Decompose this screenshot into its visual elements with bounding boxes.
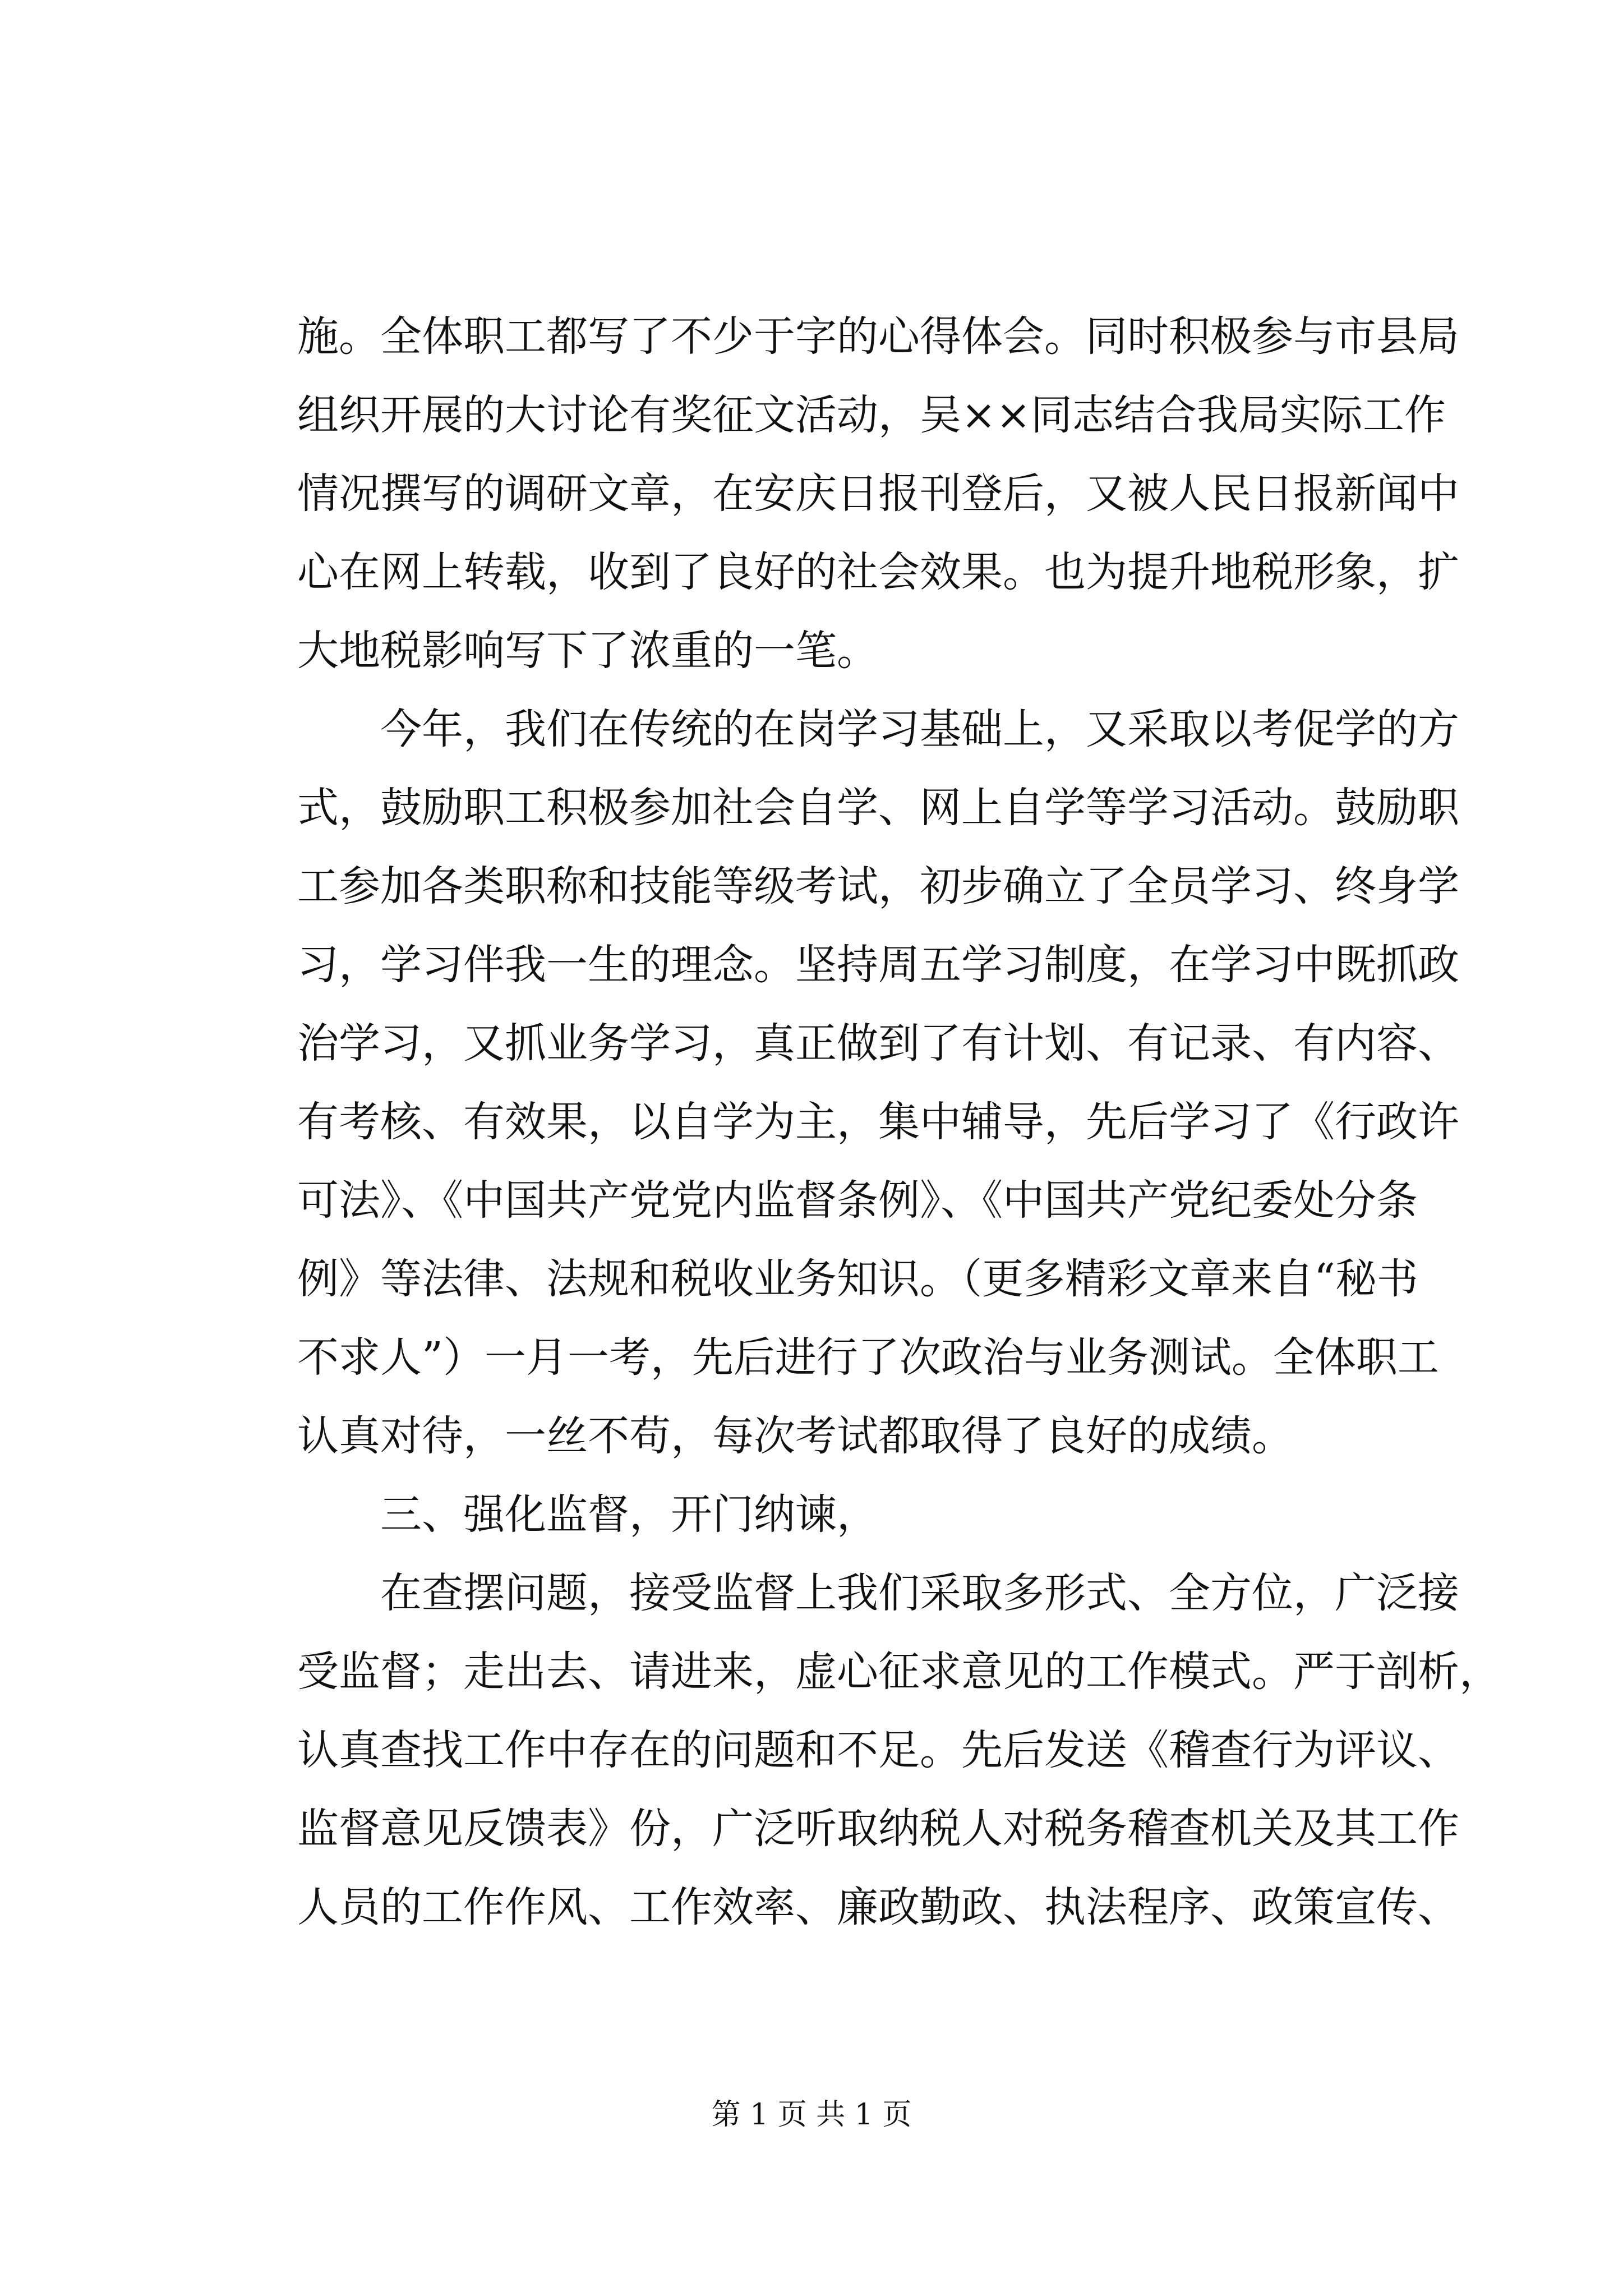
text-line: 认真查找工作中存在的问题和不足。先后发送《稽查行为评议、 [297, 1726, 1459, 1774]
text-line: 人员的工作作风、工作效率、廉政勤政、执法程序、政策宣传、 [297, 1883, 1459, 1931]
text-line: 工参加各类职称和技能等级考试，初步确立了全员学习、终身学 [297, 862, 1459, 910]
text-line: 式，鼓励职工积极参加社会自学、网上自学等学习活动。鼓励职 [297, 784, 1459, 832]
text-line: 例》等法律、法规和税收业务知识。（更多精彩文章来自“秘书 [297, 1255, 1418, 1303]
text-line: 大地税影响写下了浓重的一笔。 [297, 627, 878, 675]
document-body [297, 297, 1501, 1947]
text-line: 可法》、《中国共产党党内监督条例》、《中国共产党纪委处分条 [297, 1176, 1418, 1225]
paragraph-first-line: 今年，我们在传统的在岗学习基础上，又采取以考促学的方 [380, 705, 1459, 753]
text-line: 组织开展的大讨论有奖征文活动，吴××同志结合我局实际工作 [297, 391, 1446, 439]
text-line: 心在网上转载，收到了良好的社会效果。也为提升地税形象，扩 [297, 548, 1459, 596]
text-line: 习，学习伴我一生的理念。坚持周五学习制度，在学习中既抓政 [297, 941, 1459, 989]
page-number-footer: 第 1 页 共 1 页 [711, 2098, 912, 2132]
text-line: 情况撰写的调研文章，在安庆日报刊登后，又被人民日报新闻中 [297, 470, 1459, 518]
section-heading: 三、强化监督，开门纳谏， [380, 1490, 878, 1539]
paragraph-first-line: 在查摆问题，接受监督上我们采取多形式、全方位，广泛接 [380, 1569, 1459, 1617]
text-line: 不求人”）一月一考，先后进行了次政治与业务测试。全体职工 [297, 1333, 1439, 1382]
text-line: 认真对待，一丝不苟，每次考试都取得了良好的成绩。 [297, 1412, 1293, 1460]
text-line: 有考核、有效果，以自学为主，集中辅导，先后学习了《行政许 [297, 1098, 1459, 1146]
text-line: 监督意见反馈表》份，广泛听取纳税人对税务稽查机关及其工作 [297, 1805, 1459, 1853]
text-line: 施。全体职工都写了不少于字的心得体会。同时积极参与市县局 [297, 312, 1459, 361]
text-line: 治学习，又抓业务学习，真正做到了有计划、有记录、有内容、 [297, 1019, 1459, 1068]
text-line: 受监督；走出去、请进来，虚心征求意见的工作模式。严于剖析， [297, 1648, 1501, 1696]
